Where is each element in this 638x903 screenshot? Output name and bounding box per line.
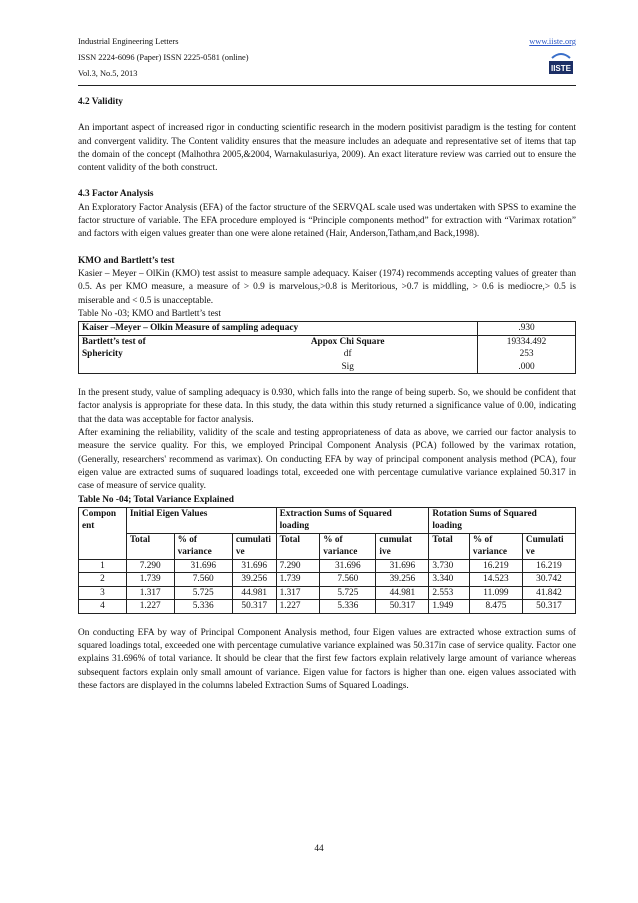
table-cell: 2.553 xyxy=(429,586,470,600)
bartlett-label: Bartlett’s test of xyxy=(79,335,219,348)
variance-table xyxy=(78,507,576,614)
kmo-table xyxy=(78,321,576,374)
variance-header: % of variance xyxy=(174,533,232,559)
conclusion-paragraph: On conducting EFA by way of Principal Component Analysis method, four Eigen values are extracted whose extraction sums of squared loadings total, exceeded one with percentage cumulative variance explained was 50.317in case of service quality. Factor one explains 31.696% of total variance. It should be clear that the first few factors explain relatively large amount of variance whereas subsequent factors explain only small amount of variance. Eigen value for factors is higher than one. eigen values associated with these factors are displayed in the columns labeled Extraction Sums of Squared Loadings. xyxy=(78,627,576,692)
table-cell: 31.696 xyxy=(174,559,232,573)
validity-paragraph: An important aspect of increased rigor in conducting scientific research in the modern positivist paradigm is the testing for content and convergent validity. The Content validity ensures that the measure includes an adequate and representative set of items that tap the domain of the concept (Malhothra 2005,&2004, Warnakulasuriya, 2009). An exact literature review was carried out to ensure the content validity of the both construct. xyxy=(78,123,576,174)
table-cell: 31.696 xyxy=(232,559,276,573)
table-row xyxy=(79,335,576,348)
table-cell: 50.317 xyxy=(376,600,429,614)
table-cell: 31.696 xyxy=(320,559,376,573)
df-value: 253 xyxy=(478,348,576,361)
page-content xyxy=(78,96,576,693)
table-cell: 1.739 xyxy=(126,573,174,587)
table-cell: 11.099 xyxy=(469,586,522,600)
rotation-header: Rotation Sums of Squared loading xyxy=(429,507,576,533)
kmo-measure-value: .930 xyxy=(478,322,576,336)
table-cell: 50.317 xyxy=(522,600,575,614)
cumulative-header: cumulati ve xyxy=(232,533,276,559)
kmo-table-caption: Table No -03; KMO and Bartlett’s test xyxy=(78,308,221,319)
variance-table-caption: Table No -04; Total Variance Explained xyxy=(78,494,234,505)
table-row xyxy=(79,586,576,600)
table-cell: 7.560 xyxy=(174,573,232,587)
initial-eigen-header: Initial Eigen Values xyxy=(126,507,276,533)
table-cell: 41.842 xyxy=(522,586,575,600)
table-cell: 5.336 xyxy=(174,600,232,614)
table-cell: 44.981 xyxy=(232,586,276,600)
present-study-paragraph: In the present study, value of sampling adequacy is 0.930, which falls into the range of being superb. So, we should be confident that factor analysis is appropriate for these data. In this study, the data within this study returned a significance value of 0.00, indicating that the data was acceptable for factor analysis. xyxy=(78,388,576,425)
issn-line: ISSN 2224-6096 (Paper) ISSN 2225-0581 (online) xyxy=(78,53,249,62)
chi-square-label: Appox Chi Square xyxy=(218,335,477,348)
cumulative-header: Cumulati ve xyxy=(522,533,575,559)
table-cell: 39.256 xyxy=(232,573,276,587)
factor-analysis-heading: 4.3 Factor Analysis xyxy=(78,189,154,200)
df-label: df xyxy=(218,348,477,361)
table-subheader-row xyxy=(79,533,576,559)
table-cell: 8.475 xyxy=(469,600,522,614)
table-cell: 31.696 xyxy=(376,559,429,573)
table-cell: 5.725 xyxy=(320,586,376,600)
kmo-paragraph: Kasier – Meyer – OlKin (KMO) test assist to measure sample adequacy. Kaiser (1974) recommends accepting values of greater than 0.5. As per KMO measure, a measure of > 0.9 is marvelous,>0.8 is Meritorious, >0.7 is middling, > 0.6 is mediocre,> 0.5 is miserable and < 0.5 is unacceptable. xyxy=(78,268,576,306)
kmo-measure-label: Kaiser –Meyer – Olkin Measure of sampling adequacy xyxy=(79,322,478,336)
table-cell: 1.317 xyxy=(276,586,320,600)
table-cell: 14.523 xyxy=(469,573,522,587)
table-cell: 44.981 xyxy=(376,586,429,600)
sig-value: .000 xyxy=(478,361,576,374)
table-cell: 16.219 xyxy=(469,559,522,573)
table-cell: 3.730 xyxy=(429,559,470,573)
volume-line: Vol.3, No.5, 2013 xyxy=(78,69,138,78)
table-cell: 1.227 xyxy=(276,600,320,614)
iiste-logo-icon xyxy=(548,52,574,76)
table-row xyxy=(79,559,576,573)
total-header: Total xyxy=(276,533,320,559)
table-cell: 3.340 xyxy=(429,573,470,587)
variance-header: % of variance xyxy=(469,533,522,559)
table-row xyxy=(79,348,576,361)
chi-square-value: 19334.492 xyxy=(478,335,576,348)
pca-paragraph: After examining the reliability, validity of the scale and testing appropriateness of data as above, we carried our factor analysis to measure the service quality. For this, we employed Principal Component Analysis (PCA) followed by the varimax rotation, (Generally, researchers' recommend as varimax). On conducting EFA by way of principal component analysis method (PCA), four eigen value are extracted sums of suquared loadings total, exceeded one with percentage cumulative variance explained 50.317 in case of measure of service quality. xyxy=(78,428,576,492)
cumulative-header: cumulat ive xyxy=(376,533,429,559)
table-cell: 16.219 xyxy=(522,559,575,573)
total-header: Total xyxy=(429,533,470,559)
sig-label: Sig xyxy=(218,361,477,374)
table-cell: 50.317 xyxy=(232,600,276,614)
logo-text: IISTE xyxy=(550,64,572,73)
table-cell: 2 xyxy=(79,573,127,587)
sphericity-label: Sphericity xyxy=(79,348,219,361)
component-header: Compon ent xyxy=(79,507,127,559)
table-cell: 3 xyxy=(79,586,127,600)
table-cell: 1.227 xyxy=(126,600,174,614)
header-divider xyxy=(78,85,576,86)
total-header: Total xyxy=(126,533,174,559)
journal-name: Industrial Engineering Letters xyxy=(78,37,179,46)
table-cell: 7.290 xyxy=(126,559,174,573)
table-cell: 1 xyxy=(79,559,127,573)
factor-analysis-paragraph: An Exploratory Factor Analysis (EFA) of the factor structure of the SERVQAL scale used was undertaken with SPSS to examine the factor structure of variable. The EFA procedure employed is “Principle components method” for extraction with “Varimax rotation” and factors with eigen values greater than one were alone retained (Hair, Anderson,Tatham,and Back,1998). xyxy=(78,202,576,240)
table-row xyxy=(79,322,576,336)
table-cell: 1.317 xyxy=(126,586,174,600)
kmo-heading: KMO and Bartlett’s test xyxy=(78,255,175,266)
table-cell: 5.725 xyxy=(174,586,232,600)
table-cell: 1.949 xyxy=(429,600,470,614)
table-header-row xyxy=(79,507,576,533)
table-cell: 39.256 xyxy=(376,573,429,587)
table-cell: 7.290 xyxy=(276,559,320,573)
table-cell: 1.739 xyxy=(276,573,320,587)
extraction-header: Extraction Sums of Squared loading xyxy=(276,507,429,533)
table-row xyxy=(79,600,576,614)
journal-url-link[interactable]: www.iiste.org xyxy=(529,37,576,46)
validity-heading: 4.2 Validity xyxy=(78,97,123,107)
page-number: 44 xyxy=(314,844,324,854)
table-row xyxy=(79,361,576,374)
table-cell: 30.742 xyxy=(522,573,575,587)
table-row xyxy=(79,573,576,587)
table-cell: 7.560 xyxy=(320,573,376,587)
variance-header: % of variance xyxy=(320,533,376,559)
table-cell: 5.336 xyxy=(320,600,376,614)
table-cell: 4 xyxy=(79,600,127,614)
page-header xyxy=(78,34,576,82)
